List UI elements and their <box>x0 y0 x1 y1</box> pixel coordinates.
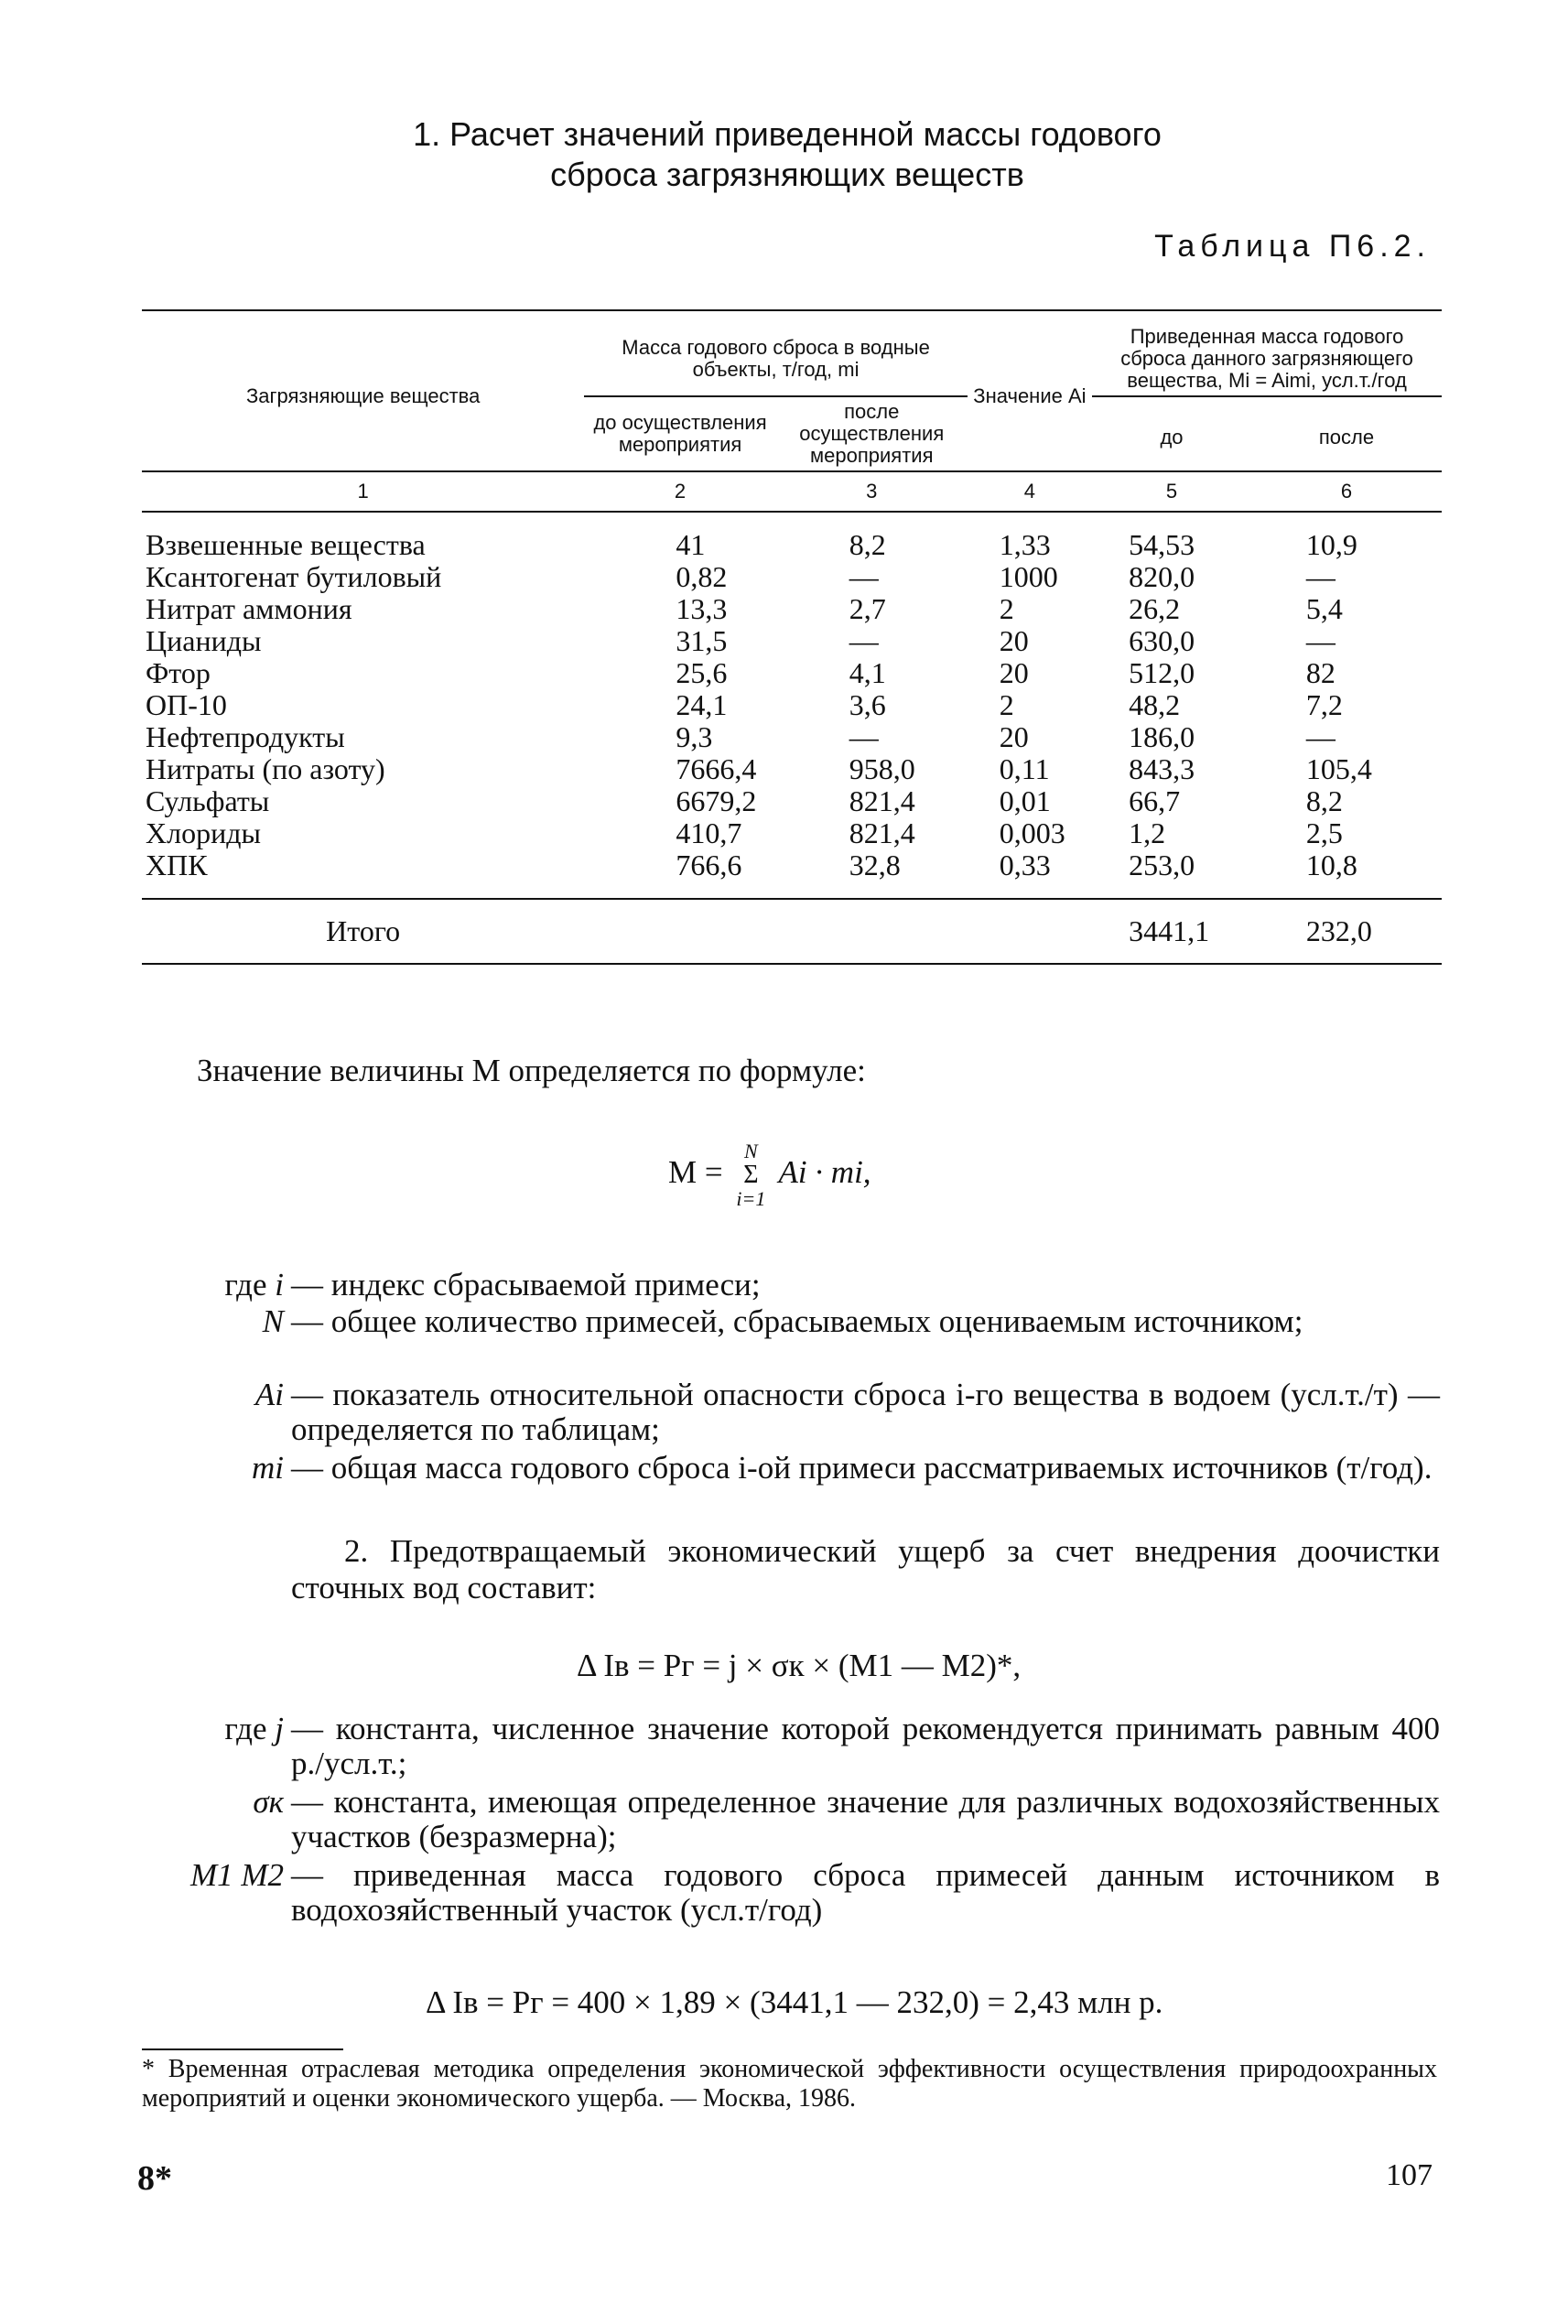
definition-text: — общая масса годового сброса i-ой примеси рассматриваемых источников (т/год). <box>291 1450 1433 1486</box>
mass-before: 13,3 <box>676 592 728 625</box>
mass-before: 766,6 <box>676 849 742 881</box>
definition-text: — константа, имеющая определенное значение для различных водохозяйственных участков (безразмерна); <box>291 1784 1440 1854</box>
reduced-after: — <box>1305 560 1336 593</box>
reduced-after: 7,2 <box>1305 688 1343 721</box>
mass-after: — <box>849 560 879 593</box>
reduced-before: 54,53 <box>1129 528 1195 561</box>
footnote: * Временная отраслевая методика определения экономической эффективности осуществления природоохранных мероприятий и оценки экономического ущерба. — Москва, 1986. <box>142 2055 1437 2113</box>
reduced-after: — <box>1305 624 1336 657</box>
mass-before: 410,7 <box>676 816 742 849</box>
reduced-after: 5,4 <box>1305 592 1343 625</box>
definition-lead: где <box>224 1267 267 1303</box>
signature-mark: 8* <box>137 2159 172 2198</box>
footnote-divider <box>142 2048 343 2050</box>
reduced-before: 26,2 <box>1129 592 1181 625</box>
table-row <box>142 593 1442 625</box>
definition-lead: где <box>224 1711 267 1746</box>
total-before: 3441,1 <box>1092 899 1251 964</box>
col-number: 4 <box>968 471 1092 512</box>
pollutant-name: Цианиды <box>146 624 262 657</box>
a-value: 0,11 <box>999 752 1050 785</box>
mass-before: 7666,4 <box>676 752 757 785</box>
total-label: Итого <box>142 899 584 964</box>
pollutant-name: ОП-10 <box>146 688 227 721</box>
reduced-before: 253,0 <box>1129 849 1195 881</box>
col-number: 2 <box>584 471 775 512</box>
pollutant-name: Нитрат аммония <box>146 592 352 625</box>
col-number: 1 <box>142 471 584 512</box>
definition-symbol <box>190 1858 291 1893</box>
definition-item <box>224 1711 1440 1781</box>
header-reduced-group: Приведенная масса годового сброса данного загрязняющего вещества, Mi = Aimi, усл.т./год <box>1092 310 1442 396</box>
reduced-after: 10,8 <box>1305 849 1357 881</box>
header-a-value: Значение Ai <box>973 384 1087 407</box>
table-row <box>142 753 1442 785</box>
a-value: 20 <box>999 656 1029 689</box>
reduced-after: 2,5 <box>1305 816 1343 849</box>
definition-symbol-text: i <box>275 1267 284 1303</box>
pollutant-name: Ксантогенат бутиловый <box>146 560 442 593</box>
reduced-after: 105,4 <box>1305 752 1372 785</box>
definition-symbol <box>225 1268 291 1303</box>
a-value: 2 <box>999 688 1014 721</box>
mass-after: 3,6 <box>849 688 886 721</box>
col-number: 3 <box>776 471 968 512</box>
definition-symbol-text: σк <box>253 1784 284 1820</box>
section-title <box>146 114 1428 195</box>
table-row <box>142 689 1442 721</box>
mass-after: 2,7 <box>849 592 886 625</box>
header-before: до осуществления мероприятия <box>593 411 767 456</box>
pollutant-name: Взвешенные вещества <box>146 528 426 561</box>
mass-after: 8,2 <box>849 528 886 561</box>
table-row <box>142 721 1442 753</box>
a-value: 1,33 <box>999 528 1051 561</box>
mass-after: 958,0 <box>849 752 915 785</box>
definition-text: — показатель относительной опасности сброса i-го вещества в водоем (усл.т./т) — определяется по таблицам; <box>291 1377 1440 1447</box>
formula-result: Δ Iв = Pг = 400 × 1,89 × (3441,1 — 232,0) = 2,43 млн р. <box>426 1984 1163 2020</box>
definition-symbol <box>263 1304 291 1339</box>
pollutant-name: Нефтепродукты <box>146 720 345 753</box>
reduced-before: 186,0 <box>1129 720 1195 753</box>
formula-m-lhs: M = <box>668 1154 723 1191</box>
col-number: 5 <box>1092 471 1251 512</box>
mass-before: 31,5 <box>676 624 728 657</box>
header-mass-group: Масса годового сброса в водные объекты, т/год, mi <box>584 310 967 396</box>
reduced-after: 82 <box>1305 656 1336 689</box>
reduced-before: 630,0 <box>1129 624 1195 657</box>
mass-after: — <box>849 720 879 753</box>
title-line-1: 1. Расчет значений приведенной массы годового <box>413 115 1162 153</box>
a-value: 20 <box>999 720 1029 753</box>
header-reduced-before: до <box>1160 426 1184 449</box>
definition-text: — индекс сбрасываемой примеси; <box>291 1267 761 1303</box>
definition-text: — приведенная масса годового сброса примесей данным источником в водохозяйственный участок (усл.т/год) <box>291 1857 1440 1928</box>
pollutant-name: Хлориды <box>146 816 261 849</box>
sum-symbol: Σ <box>743 1161 759 1189</box>
header-after: после осуществления мероприятия <box>799 400 945 467</box>
pollutant-name: ХПК <box>146 849 208 881</box>
table-row <box>142 849 1442 899</box>
reduced-after: — <box>1305 720 1336 753</box>
section-2-text: 2. Предотвращаемый экономический ущерб за счет внедрения доочистки сточных вод составит: <box>291 1533 1440 1605</box>
pollutant-table <box>142 309 1442 965</box>
definition-symbol <box>255 1378 291 1412</box>
table-row <box>142 625 1442 657</box>
a-value: 0,33 <box>999 849 1051 881</box>
formula-m <box>668 1140 871 1211</box>
definition-item <box>189 1857 1440 1928</box>
mass-after: 32,8 <box>849 849 901 881</box>
definition-text: — общее количество примесей, сбрасываемых оцениваемым источником; <box>291 1303 1303 1339</box>
definition-text: — константа, численное значение которой рекомендуется принимать равным 400 р./усл.т.; <box>291 1711 1440 1781</box>
definition-symbol <box>253 1785 291 1820</box>
a-value: 0,003 <box>999 816 1065 849</box>
a-value: 1000 <box>999 560 1058 593</box>
a-value: 2 <box>999 592 1014 625</box>
mass-before: 24,1 <box>676 688 728 721</box>
table-row <box>142 512 1442 561</box>
definition-symbol <box>225 1712 291 1746</box>
header-reduced-after: после <box>1318 426 1375 449</box>
table-label: Таблица П6.2. <box>1154 229 1431 264</box>
reduced-before: 66,7 <box>1129 784 1181 817</box>
formula-intro: Значение величины M определяется по формуле: <box>197 1053 866 1088</box>
table-row <box>142 785 1442 817</box>
header-pollutants: Загрязняющие вещества <box>245 384 481 407</box>
col-number: 6 <box>1251 471 1442 512</box>
reduced-before: 512,0 <box>1129 656 1195 689</box>
mass-before: 6679,2 <box>676 784 757 817</box>
definition-symbol-text: N <box>262 1303 284 1339</box>
definition-symbol-text: mi <box>252 1450 284 1486</box>
reduced-after: 10,9 <box>1305 528 1357 561</box>
table-row <box>142 657 1442 689</box>
total-row <box>142 899 1442 964</box>
definition-item <box>253 1784 1440 1854</box>
mass-before: 25,6 <box>676 656 728 689</box>
a-value: 20 <box>999 624 1029 657</box>
reduced-before: 843,3 <box>1129 752 1195 785</box>
pollutant-name: Сульфаты <box>146 784 270 817</box>
definition-symbol-text: M1 M2 <box>189 1857 284 1893</box>
definition-item <box>252 1450 1440 1486</box>
title-line-2: сброса загрязняющих веществ <box>550 156 1024 193</box>
definition-item <box>254 1377 1440 1447</box>
mass-before: 41 <box>676 528 706 561</box>
pollutant-name: Нитраты (по азоту) <box>146 752 385 785</box>
definition-item <box>224 1267 1440 1303</box>
total-after: 232,0 <box>1251 899 1442 964</box>
formula-m-rhs: Ai · mi, <box>778 1154 871 1191</box>
mass-after: 821,4 <box>849 816 915 849</box>
reduced-before: 1,2 <box>1129 816 1166 849</box>
mass-before: 9,3 <box>676 720 713 753</box>
table-row <box>142 817 1442 849</box>
pollutant-name: Фтор <box>146 656 211 689</box>
reduced-before: 820,0 <box>1129 560 1195 593</box>
page-number: 107 <box>1386 2158 1433 2192</box>
table-row <box>142 561 1442 593</box>
table-body <box>142 512 1442 899</box>
mass-after: 821,4 <box>849 784 915 817</box>
sum-upper: N <box>744 1140 758 1162</box>
definition-item <box>262 1303 1440 1339</box>
a-value: 0,01 <box>999 784 1051 817</box>
mass-after: — <box>849 624 879 657</box>
definition-symbol-text: j <box>275 1711 284 1746</box>
sum-operator <box>736 1140 765 1211</box>
mass-after: 4,1 <box>849 656 886 689</box>
column-number-row <box>142 471 1442 512</box>
reduced-before: 48,2 <box>1129 688 1181 721</box>
sum-lower: i=1 <box>736 1187 766 1210</box>
formula-damage: Δ Iв = Pг = j × σк × (M1 — M2)*, <box>577 1648 1022 1683</box>
definition-symbol-text: Ai <box>254 1377 284 1412</box>
mass-before: 0,82 <box>676 560 728 593</box>
reduced-after: 8,2 <box>1305 784 1343 817</box>
definition-symbol <box>252 1451 291 1486</box>
